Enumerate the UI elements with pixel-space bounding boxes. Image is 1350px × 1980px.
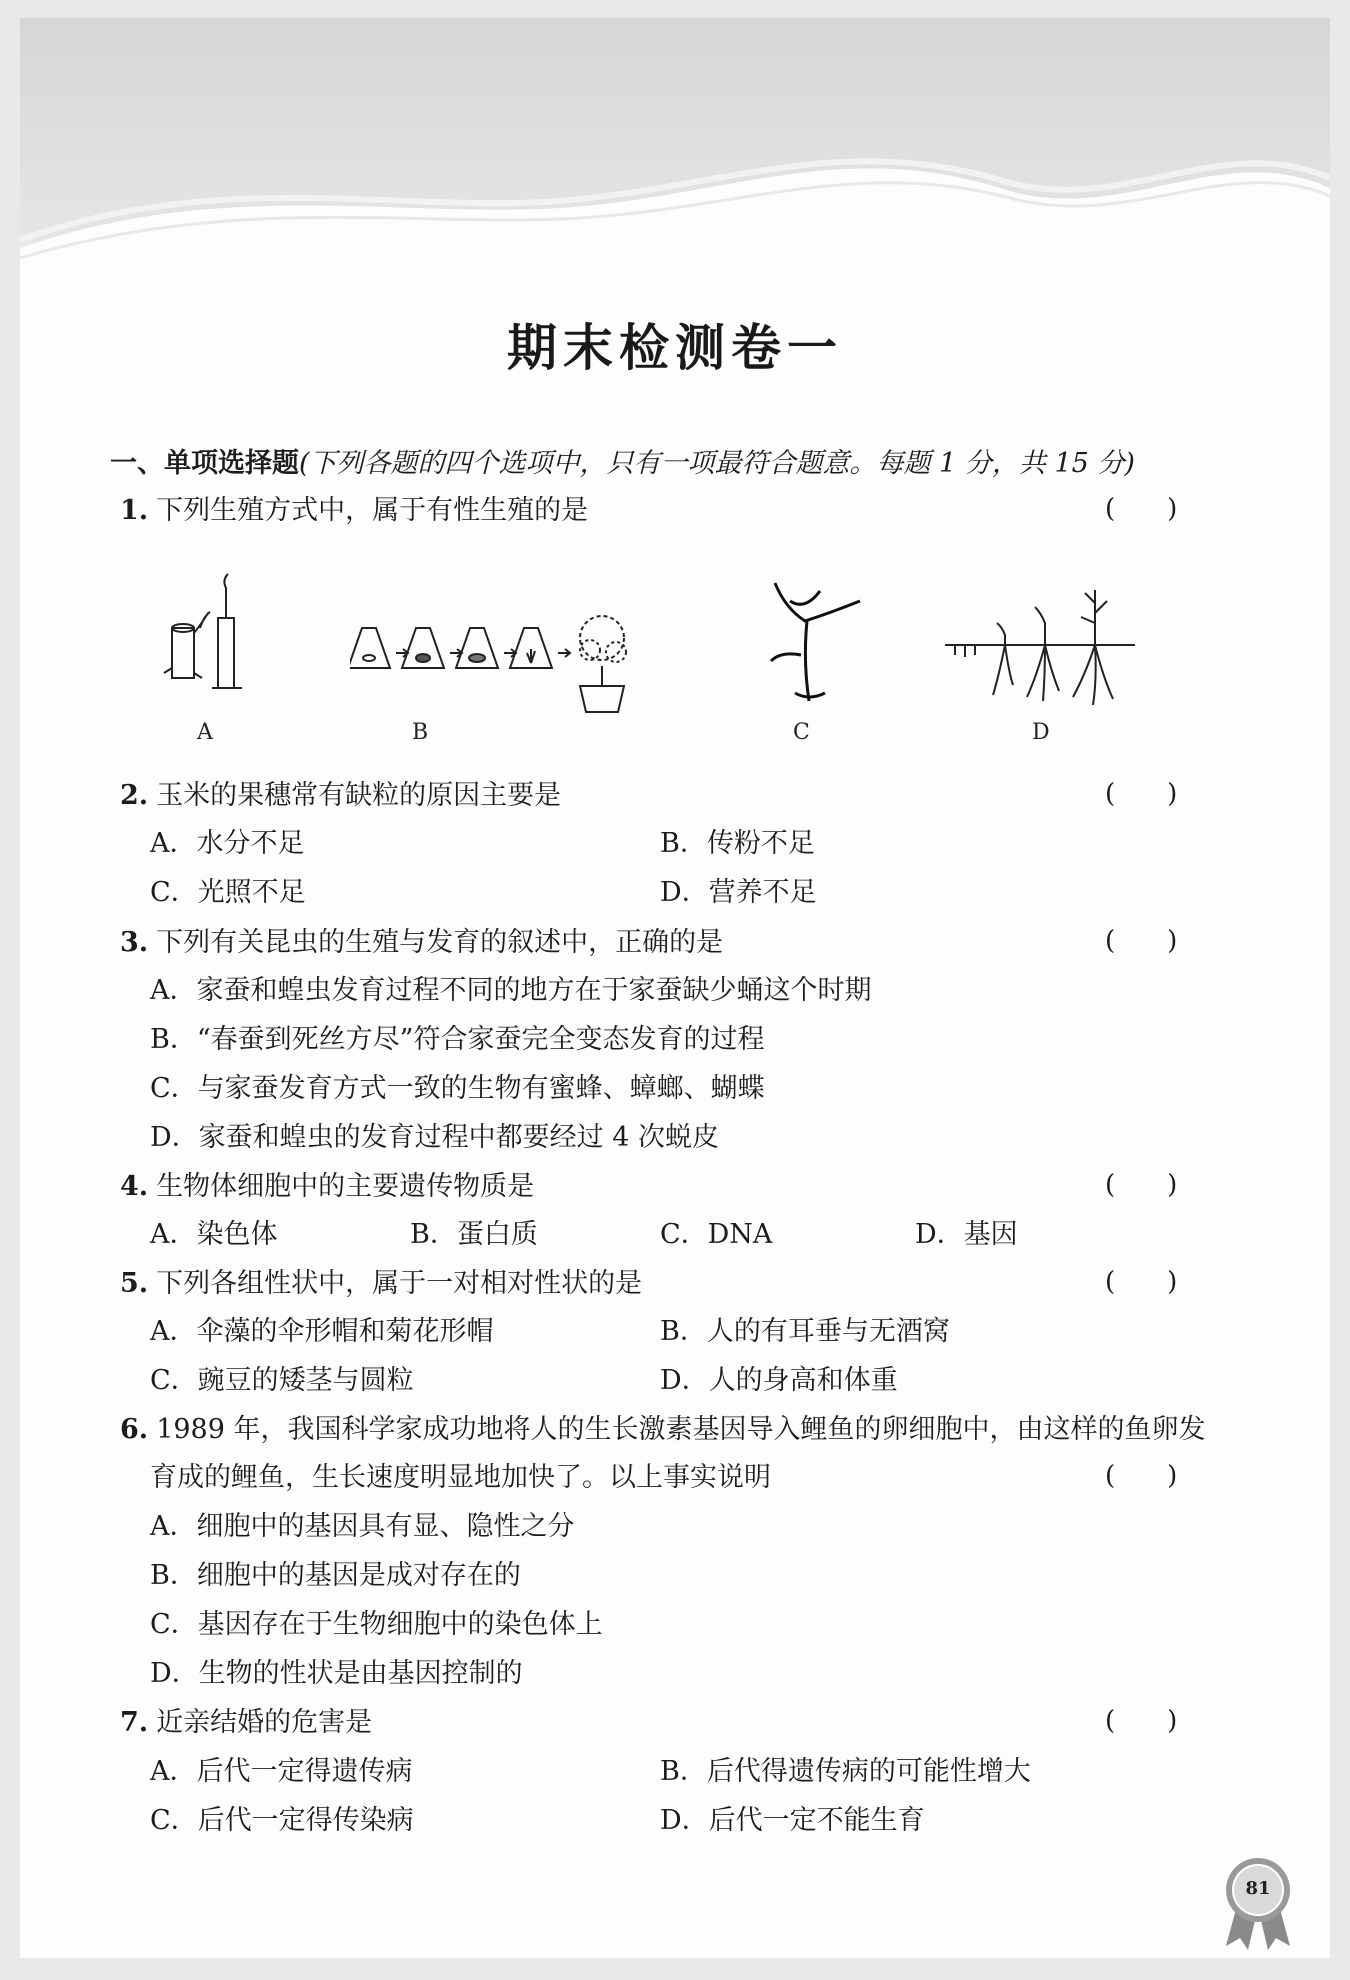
medal-icon xyxy=(1218,1854,1302,1954)
figure-a-cutting xyxy=(150,573,270,703)
question-text: 近亲结婚的危害是 xyxy=(156,1707,373,1738)
option-b: B．细胞中的基因是成对存在的 xyxy=(150,1560,521,1591)
option-d: D．营养不足 xyxy=(660,877,817,908)
answer-blank: ( ) xyxy=(1105,1461,1178,1491)
question-text: 下列有关昆虫的生殖与发育的叙述中，正确的是 xyxy=(156,927,724,958)
option-c: C．与家蚕发育方式一致的生物有蜜蜂、蟑螂、蝴蝶 xyxy=(150,1073,765,1104)
option-c: C．后代一定得传染病 xyxy=(150,1805,414,1836)
question-text: 生物体细胞中的主要遗传物质是 xyxy=(156,1171,535,1202)
question-number: 1. xyxy=(120,495,149,526)
option-a: A．伞藻的伞形帽和菊花形帽 xyxy=(150,1316,494,1347)
option-d: D．家蚕和蝗虫的发育过程中都要经过 4 次蜕皮 xyxy=(150,1122,719,1153)
option-d: D．基因 xyxy=(915,1219,1018,1250)
answer-blank: ( ) xyxy=(1105,1267,1178,1297)
option-b: B．后代得遗传病的可能性增大 xyxy=(660,1756,1031,1787)
question-2 xyxy=(120,773,561,812)
question-number: 3. xyxy=(120,927,149,958)
section-heading xyxy=(110,441,1135,480)
section-note: (下列各题的四个选项中，只有一项最符合题意。每题 1 分，共 15 分) xyxy=(299,448,1135,479)
option-a: A．家蚕和蝗虫发育过程不同的地方在于家蚕缺少蛹这个时期 xyxy=(150,975,872,1006)
section-title: 一、单项选择题 xyxy=(110,448,299,479)
option-b: B．蛋白质 xyxy=(410,1219,538,1250)
option-d: D．生物的性状是由基因控制的 xyxy=(150,1658,523,1689)
option-b: B．“春蚕到死丝方尽”符合家蚕完全变态发育的过程 xyxy=(150,1024,765,1055)
option-a: A．后代一定得遗传病 xyxy=(150,1756,413,1787)
option-d: D．人的身高和体重 xyxy=(660,1365,898,1396)
question-number: 5. xyxy=(120,1268,149,1299)
question-4 xyxy=(120,1164,534,1203)
question-6-continued: 育成的鲤鱼，生长速度明显地加快了。以上事实说明 xyxy=(150,1462,771,1493)
figure-label-d: D xyxy=(1032,720,1050,745)
page-title: 期末检测卷一 xyxy=(507,318,843,377)
option-c: C．基因存在于生物细胞中的染色体上 xyxy=(150,1609,603,1640)
page-number-badge xyxy=(1218,1854,1302,1954)
question-text: 下列生殖方式中，属于有性生殖的是 xyxy=(156,495,589,526)
answer-blank: ( ) xyxy=(1105,1706,1178,1736)
option-a: A．水分不足 xyxy=(150,828,305,859)
answer-blank: ( ) xyxy=(1105,494,1178,524)
header-banner xyxy=(20,18,1330,318)
option-a: A．染色体 xyxy=(150,1219,278,1250)
question-5 xyxy=(120,1261,642,1300)
question-7 xyxy=(120,1700,372,1739)
option-c: C．豌豆的矮茎与圆粒 xyxy=(150,1365,414,1396)
question-3 xyxy=(120,920,723,959)
option-a: A．细胞中的基因具有显、隐性之分 xyxy=(150,1511,575,1542)
exam-page xyxy=(20,18,1330,1958)
question-number: 7. xyxy=(120,1707,149,1738)
answer-blank: ( ) xyxy=(1105,926,1178,956)
answer-blank: ( ) xyxy=(1105,779,1178,809)
question-text: 下列各组性状中，属于一对相对性状的是 xyxy=(156,1268,643,1299)
figure-label-c: C xyxy=(793,720,810,745)
question-6 xyxy=(120,1407,1205,1446)
page-number: 81 xyxy=(1245,1878,1271,1899)
figure-label-b: B xyxy=(412,720,429,745)
answer-blank: ( ) xyxy=(1105,1170,1178,1200)
figure-d-runners xyxy=(945,583,1145,713)
question-number: 4. xyxy=(120,1171,149,1202)
question-text: 1989 年，我国科学家成功地将人的生长激素基因导入鲤鱼的卵细胞中，由这样的鱼卵发 xyxy=(156,1414,1206,1445)
option-b: B．传粉不足 xyxy=(660,828,815,859)
question-number: 2. xyxy=(120,780,149,811)
option-c: C．DNA xyxy=(660,1219,773,1250)
question-number: 6. xyxy=(120,1414,149,1445)
option-b: B．人的有耳垂与无酒窝 xyxy=(660,1316,950,1347)
question-text: 玉米的果穗常有缺粒的原因主要是 xyxy=(156,780,562,811)
option-d: D．后代一定不能生育 xyxy=(660,1805,925,1836)
option-c: C．光照不足 xyxy=(150,877,306,908)
figure-c-grafting xyxy=(735,573,865,713)
question-1 xyxy=(120,488,588,527)
figure-b-tissue-culture xyxy=(350,608,660,723)
figure-label-a: A xyxy=(197,720,213,745)
